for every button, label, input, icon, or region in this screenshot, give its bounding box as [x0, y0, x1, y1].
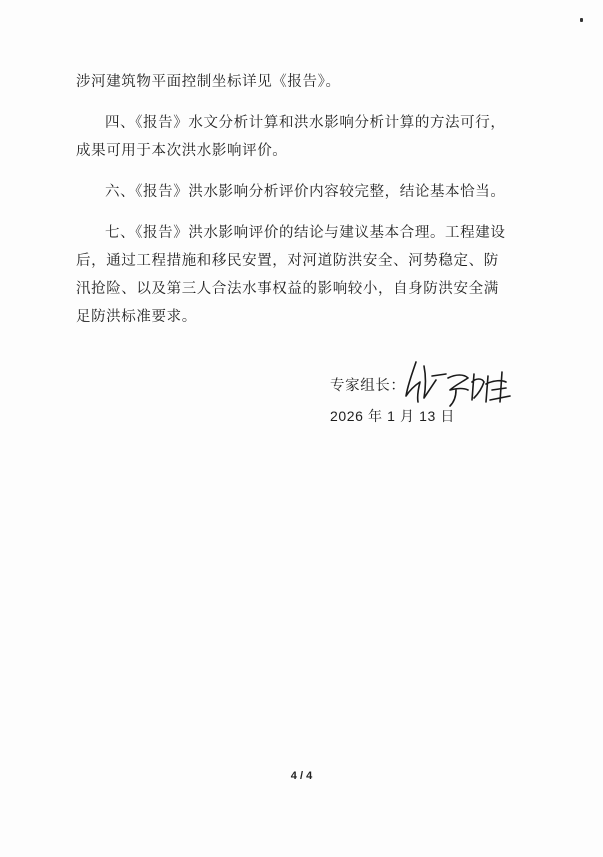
text-line: 七、《报告》洪水影响评价的结论与建议基本合理。工程建设: [105, 225, 506, 241]
signature-date: 2026 年 1 月 13 日: [330, 408, 455, 424]
paragraph-3: [76, 178, 536, 206]
signature-block: [330, 370, 570, 430]
document-body: [76, 68, 536, 331]
signature-line: [330, 370, 570, 402]
text-line: 涉河建筑物平面控制坐标详见《报告》。: [76, 74, 341, 90]
text-line: 四、《报告》水文分析计算和洪水影响分析计算的方法可行，: [105, 115, 506, 131]
paragraph-1: [76, 68, 536, 96]
text-line: 成果可用于本次洪水影响评价。: [76, 143, 288, 159]
page-number: 4 / 4: [290, 770, 313, 782]
signature-label: 专家组长：: [330, 378, 406, 394]
text-line: 六、《报告》洪水影响分析评价内容较完整，结论基本恰当。: [105, 184, 506, 200]
text-line: 足防洪标准要求。: [76, 309, 197, 325]
scan-mark: [580, 18, 583, 22]
text-line: 汛抢险、以及第三人合法水事权益的影响较小，自身防洪安全满: [76, 281, 499, 297]
paragraph-4: [76, 219, 536, 331]
paragraph-2: [76, 109, 536, 165]
text-line: 后，通过工程措施和移民安置，对河道防洪安全、河势稳定、防: [76, 253, 499, 269]
handwritten-signature: [402, 356, 532, 412]
